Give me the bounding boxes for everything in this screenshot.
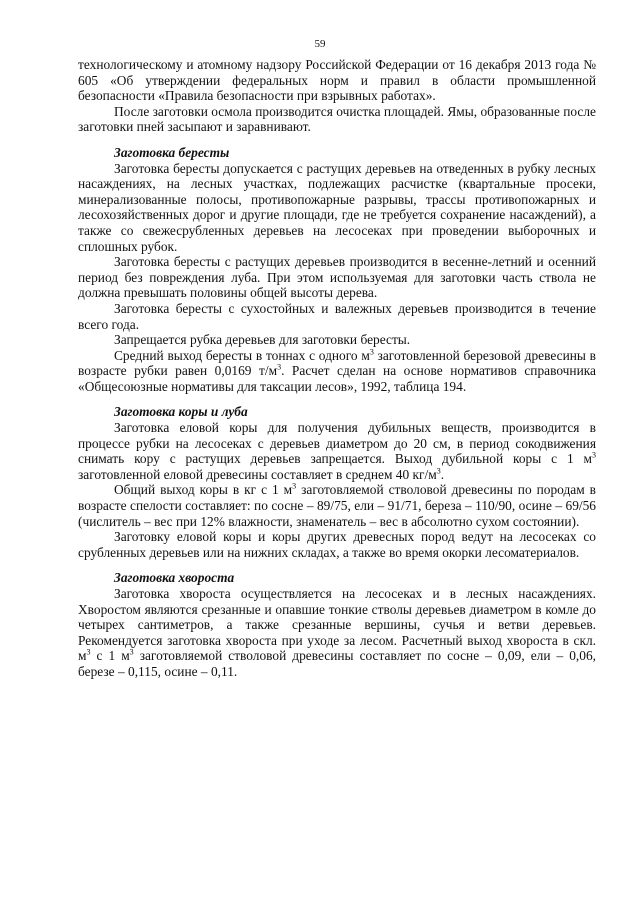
text-run: Заготовка еловой коры для получения дубильных веществ, производится в процессе рубки на лесосеках с деревьев диаметром до 20 см, в период сокодвижения снимать кору с растущих деревьев запрещается. Выход дубильной коры с 1 м	[78, 420, 596, 467]
page-body	[78, 57, 596, 680]
paragraph-resin-cleanup: После заготовки осмола производится очистка площадей. Ямы, образованные после заготовки пней засыпают и заравнивают.	[78, 103, 596, 135]
text-run: заготовленной еловой древесины составляет в среднем 40 кг/м	[78, 466, 437, 482]
paragraph-birch-yield	[78, 348, 596, 395]
superscript: 3	[592, 450, 596, 460]
superscript: 3	[129, 647, 134, 657]
text-run: заготовляемой стволовой древесины по породам в возрасте спелости составляет: по сосне – 89/75, ели – 91/71, береза – 110/90, осине – 69/56 (числитель – вес при 12% влажности, знаменатель – вес в абсолютно сухом состоянии).	[78, 482, 596, 529]
text-run: . Расчет сделан на основе нормативов справочника «Общесоюзные нормативы для таксации лесов», 1992, таблица 194.	[78, 363, 596, 394]
paragraph-birch-1: Заготовка бересты допускается с растущих деревьев на отведенных в рубку лесных насаждениях, на лесных участках, подлежащих расчистке (квартальные просеки, минерализованные полосы, противопожарные разрывы, трассы противопожарных и лесохозяйственных дорог и другие площади, где не требуется сохранение насаждений), а также со свежесрубленных деревьев на лесосеках при проведении выборочных и сплошных рубок.	[78, 160, 596, 254]
paragraph-intro: технологическому и атомному надзору Российской Федерации от 16 декабря 2013 года № 605 «Об утверждении федеральных норм и правил в области промышленной безопасности «Правила безопасности при взрывных работах».	[78, 57, 596, 104]
paragraph-bark-1	[78, 420, 596, 482]
paragraph-birch-2: Заготовка бересты с растущих деревьев производится в весенне-летний и осенний период без повреждения луба. При этом используемая для заготовки часть ствола не должна превышать половины общей высоты дерева.	[78, 254, 596, 301]
text-run: .	[440, 466, 445, 482]
text-run: с 1 м	[90, 648, 130, 664]
text-run: заготовленной березовой древесины в возрасте рубки равен 0,0169 т/м	[78, 347, 596, 379]
paragraph-brushwood-1	[78, 586, 596, 680]
superscript: 3	[86, 647, 91, 657]
text-run: Заготовка хвороста осуществляется на лесосеках и в лесных насаждениях. Хворостом являются срезанные и опавшие тонкие стволы деревьев диаметром в комле до четырех сантиметров, а также срезанные вершины, сучья и ветви деревьев. Рекомендуется заготовка хвороста при уходе за лесом. Расчетный выход хвороста в скл. м	[78, 586, 596, 664]
paragraph-birch-3: Заготовка бересты с сухостойных и валежных деревьев производится в течение всего года.	[78, 300, 596, 332]
page-number: 59	[314, 38, 326, 50]
section-heading-birch-bark: Заготовка бересты	[114, 144, 230, 160]
section-heading-brushwood: Заготовка хвороста	[114, 570, 235, 586]
text-run: Общий выход коры в кг с 1 м	[114, 482, 293, 498]
superscript: 3	[292, 481, 297, 491]
section-heading-bark-bast: Заготовка коры и луба	[114, 404, 248, 420]
superscript: 3	[277, 362, 282, 372]
text-run: заготовляемой стволовой древесины составляет по сосне – 0,09, ели – 0,06, березе – 0,115, осине – 0,11.	[78, 648, 597, 679]
superscript: 3	[369, 347, 374, 357]
paragraph-birch-4: Запрещается рубка деревьев для заготовки бересты.	[114, 332, 411, 348]
paragraph-bark-3: Заготовку еловой коры и коры других древесных пород ведут на лесосеках со срубленных деревьев или на нижних складах, а также во время окорки лесоматериалов.	[78, 529, 596, 560]
superscript: 3	[436, 466, 441, 476]
paragraph-bark-2	[78, 482, 596, 529]
text-run: Средний выход бересты в тоннах с одного м	[114, 347, 370, 363]
